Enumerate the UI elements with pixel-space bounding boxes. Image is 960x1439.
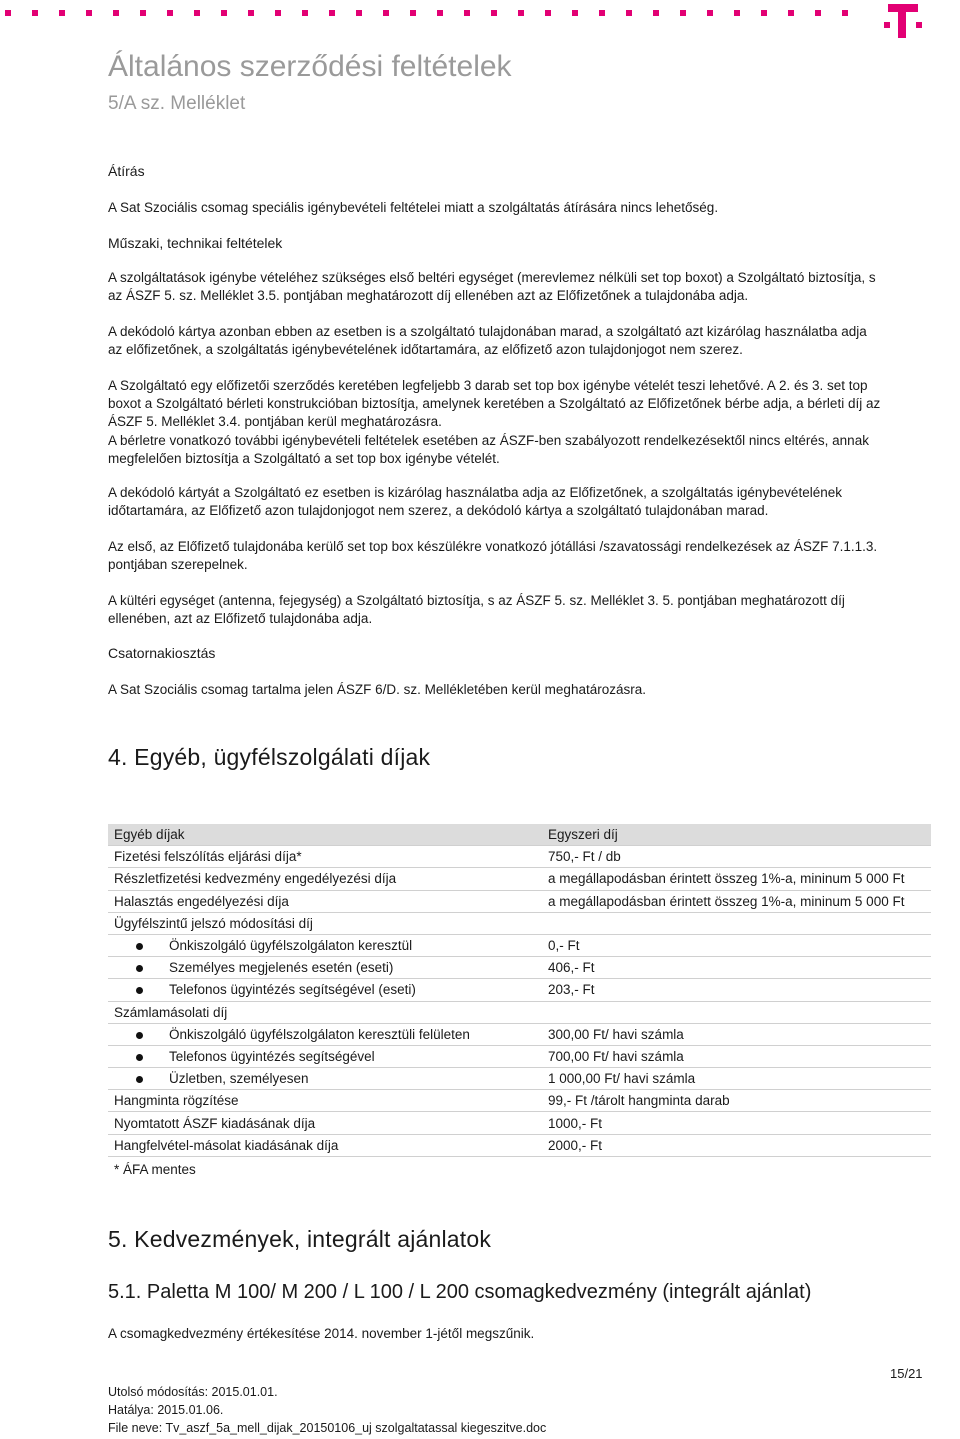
fee-label-cell	[108, 934, 542, 956]
header-dot	[113, 10, 119, 16]
csatornakiosztas-text: A Sat Szociális csomag tartalma jelen ÁSZF 6/D. sz. Mellékletében kerül meghatározásra.	[108, 682, 646, 697]
fee-value: 700,00 Ft/ havi számla	[542, 1045, 931, 1067]
fee-value: a megállapodásban érintett összeg 1%-a, mininum 5 000 Ft	[542, 868, 931, 890]
header-dot	[167, 10, 173, 16]
fee-label: Önkiszolgáló ügyfélszolgálaton keresztüli felületen	[169, 1026, 470, 1042]
header-dot	[329, 10, 335, 16]
table-row	[108, 868, 931, 890]
bullet-icon	[136, 1032, 143, 1039]
footer-filename: File neve: Tv_aszf_5a_mell_dijak_20150106_uj szolgaltatassal kiegeszitve.doc	[108, 1421, 547, 1435]
fee-label: Számlamásolati díj	[114, 1004, 228, 1020]
bullet-icon	[136, 1054, 143, 1061]
table-row	[108, 890, 931, 912]
header-dot	[221, 10, 227, 16]
table-row	[108, 1134, 931, 1156]
header-dot	[437, 10, 443, 16]
fee-label: Személyes megjelenés esetén (eseti)	[169, 960, 394, 976]
table-row	[108, 912, 931, 934]
fee-value: 300,00 Ft/ havi számla	[542, 1023, 931, 1045]
header-dot	[410, 10, 416, 16]
header-dot	[59, 10, 65, 16]
header-dot	[383, 10, 389, 16]
header-dot	[626, 10, 632, 16]
header-dot-row	[0, 10, 860, 20]
text-line: A szolgáltatások igénybe vételéhez szükséges első beltéri egységet (merevlemez nélküli set top boxot) a Szolgáltató biztosítja, s	[108, 270, 876, 285]
table-row	[108, 979, 931, 1001]
header-dot	[734, 10, 740, 16]
fees-table	[108, 824, 931, 1157]
bullet-icon	[136, 965, 143, 972]
bullet-icon	[136, 1076, 143, 1083]
fee-label-cell	[108, 1090, 542, 1112]
header-dot	[356, 10, 362, 16]
fee-label: Üzletben, személyesen	[169, 1071, 309, 1087]
section-5-1-text: A csomagkedvezmény értékesítése 2014. november 1-jétől megszűnik.	[108, 1326, 535, 1341]
section-heading-5: 5. Kedvezmények, integrált ajánlatok	[108, 1226, 492, 1252]
fee-label: Nyomtatott ÁSZF kiadásának díja	[114, 1115, 316, 1131]
table-header-row	[108, 824, 931, 846]
header-dot	[248, 10, 254, 16]
muszaki-paragraph-5	[108, 538, 933, 574]
text-line: az ÁSZF 5. sz. Melléklet 3.5. pontjában meghatározott díj ellenében azt az Előfizetőnek a tulajdonába adja.	[108, 288, 749, 304]
text-line: ellenében, azt az Előfizető tulajdonába adja.	[108, 611, 373, 627]
document-subtitle: 5/A sz. Melléklet	[108, 93, 246, 114]
column-header: Egyéb díjak	[108, 824, 542, 846]
header-dot	[302, 10, 308, 16]
table-row	[108, 1001, 931, 1023]
table-row	[108, 1045, 931, 1067]
fee-label-cell	[108, 1001, 542, 1023]
fee-value	[542, 1001, 931, 1023]
fee-value: a megállapodásban érintett összeg 1%-a, mininum 5 000 Ft	[542, 890, 931, 912]
fee-value: 203,- Ft	[542, 979, 931, 1001]
header-dot	[572, 10, 578, 16]
fee-value: 99,- Ft /tárolt hangminta darab	[542, 1090, 931, 1112]
header-dot	[815, 10, 821, 16]
header-dot	[707, 10, 713, 16]
muszaki-paragraph-4	[108, 484, 933, 520]
bullet-icon	[136, 943, 143, 950]
table-row	[108, 957, 931, 979]
column-header: Egyszeri díj	[542, 824, 931, 846]
fee-label: Hangfelvétel-másolat kiadásának díja	[114, 1137, 339, 1153]
fee-label: Részletfizetési kedvezmény engedélyezési díja	[114, 871, 397, 887]
page-number: 15/21	[890, 1366, 923, 1381]
header-dot	[545, 10, 551, 16]
header-dot	[464, 10, 470, 16]
fee-label-cell	[108, 957, 542, 979]
section-heading-muszaki: Műszaki, technikai feltételek	[108, 235, 283, 251]
fee-label: Fizetési felszólítás eljárási díja*	[114, 849, 302, 865]
document-title: Általános szerződési feltételek	[108, 50, 512, 83]
text-line: időtartamára, az Előfizető azon tulajdonjogot nem szerez, a dekódoló kártya a szolgáltató tulajdonában marad.	[108, 503, 769, 519]
muszaki-paragraph-6	[108, 592, 933, 628]
section-heading-5-1: 5.1. Paletta M 100/ M 200 / L 100 / L 200 csomagkedvezmény (integrált ajánlat)	[108, 1281, 812, 1303]
fee-label-cell	[108, 979, 542, 1001]
text-line: az előfizetőnek, a szolgáltatás igénybevételének időtartamára, az előfizető azon tulajdonjogot nem szerez.	[108, 342, 743, 358]
bullet-icon	[136, 987, 143, 994]
text-line: A dekódoló kártyát a Szolgáltató ez esetben is kizárólag használatba adja az Előfizetőnek, a szolgáltatás igénybevételének	[108, 485, 842, 500]
fee-label: Önkiszolgáló ügyfélszolgálaton keresztül	[169, 938, 413, 954]
footer-effective: Hatálya: 2015.01.06.	[108, 1403, 224, 1417]
table-row	[108, 1112, 931, 1134]
text-line: megfelelően biztosítja a Szolgáltató a set top box igénybe vételét.	[108, 450, 500, 466]
header-dot	[680, 10, 686, 16]
footer-modified: Utolsó módosítás: 2015.01.01.	[108, 1385, 278, 1399]
fee-value: 1 000,00 Ft/ havi számla	[542, 1068, 931, 1090]
text-line: A dekódoló kártya azonban ebben az esetben is a szolgáltató tulajdonában marad, a szolgáltató azt kizárólag használatba adja	[108, 324, 867, 339]
header-dot	[761, 10, 767, 16]
table-row	[108, 1090, 931, 1112]
text-line: ÁSZF 5. Melléklet 3.4. pontjában kerül meghatározásra.	[108, 414, 442, 430]
section-heading-atiras: Átírás	[108, 163, 145, 179]
table-row	[108, 846, 931, 868]
table-footnote: * ÁFA mentes	[114, 1162, 196, 1177]
text-line: A bérletre vonatkozó további igénybevételi feltételek esetében az ÁSZF-ben szabályozott rendelkezésektől nincs eltérés, annak	[108, 432, 869, 448]
header-dot	[653, 10, 659, 16]
header-dot	[32, 10, 38, 16]
section-heading-4: 4. Egyéb, ügyfélszolgálati díjak	[108, 744, 431, 770]
section-heading-csatornakiosztas: Csatornakiosztás	[108, 645, 216, 661]
text-line: A kültéri egységet (antenna, fejegység) a Szolgáltató biztosítja, s az ÁSZF 5. sz. Melléklet 3. 5. pontjában meghatározott díj	[108, 593, 845, 608]
fee-value: 1000,- Ft	[542, 1112, 931, 1134]
fee-label-cell	[108, 890, 542, 912]
table-row	[108, 1068, 931, 1090]
fee-label-cell	[108, 1068, 542, 1090]
fee-label: Telefonos ügyintézés segítségével (eseti)	[169, 982, 416, 998]
fee-value: 750,- Ft / db	[542, 846, 931, 868]
muszaki-paragraph-3	[108, 377, 933, 468]
fee-label-cell	[108, 1023, 542, 1045]
header-dot	[140, 10, 146, 16]
telekom-t-logo	[880, 0, 920, 40]
text-line: boxot a Szolgáltató bérleti konstrukcióban biztosítja, amelynek keretében a Szolgáltató az Előfizetőnek bérbe adja, a bérleti díj az	[108, 396, 881, 412]
text-line: Az első, az Előfizető tulajdonába kerülő set top box készülékre vonatkozó jótállási /szavatossági rendelkezések az ÁSZF 7.1.1.3.	[108, 539, 878, 554]
table-row	[108, 934, 931, 956]
header-dot	[788, 10, 794, 16]
header-dot	[86, 10, 92, 16]
atiras-text: A Sat Szociális csomag speciális igénybevételi feltételei miatt a szolgáltatás átírására nincs lehetőség.	[108, 200, 719, 215]
fee-value: 2000,- Ft	[542, 1134, 931, 1156]
fee-label-cell	[108, 1112, 542, 1134]
fee-value	[542, 912, 931, 934]
header-dot	[194, 10, 200, 16]
fee-label-cell	[108, 846, 542, 868]
fee-label: Ügyfélszintű jelszó módosítási díj	[114, 915, 313, 931]
header-dot	[518, 10, 524, 16]
fee-label-cell	[108, 1045, 542, 1067]
header-dot	[491, 10, 497, 16]
fee-label-cell	[108, 1134, 542, 1156]
fee-label: Halasztás engedélyezési díja	[114, 893, 289, 909]
text-line: pontjában szerepelnek.	[108, 557, 248, 573]
fee-label: Hangminta rögzítése	[114, 1093, 239, 1109]
muszaki-paragraph-2	[108, 323, 933, 359]
fee-value: 0,- Ft	[542, 934, 931, 956]
header-dot	[842, 10, 848, 16]
table-row	[108, 1023, 931, 1045]
header-dot	[275, 10, 281, 16]
fee-label-cell	[108, 868, 542, 890]
fee-label-cell	[108, 912, 542, 934]
text-line: A Szolgáltató egy előfizetői szerződés keretében legfeljebb 3 darab set top box igénybe vételét teszi lehetővé. A 2. és 3. set top	[108, 378, 868, 393]
header-dot	[5, 10, 11, 16]
fee-label: Telefonos ügyintézés segítségével	[169, 1048, 375, 1064]
muszaki-paragraph-1	[108, 269, 933, 305]
header-dot	[599, 10, 605, 16]
fee-value: 406,- Ft	[542, 957, 931, 979]
